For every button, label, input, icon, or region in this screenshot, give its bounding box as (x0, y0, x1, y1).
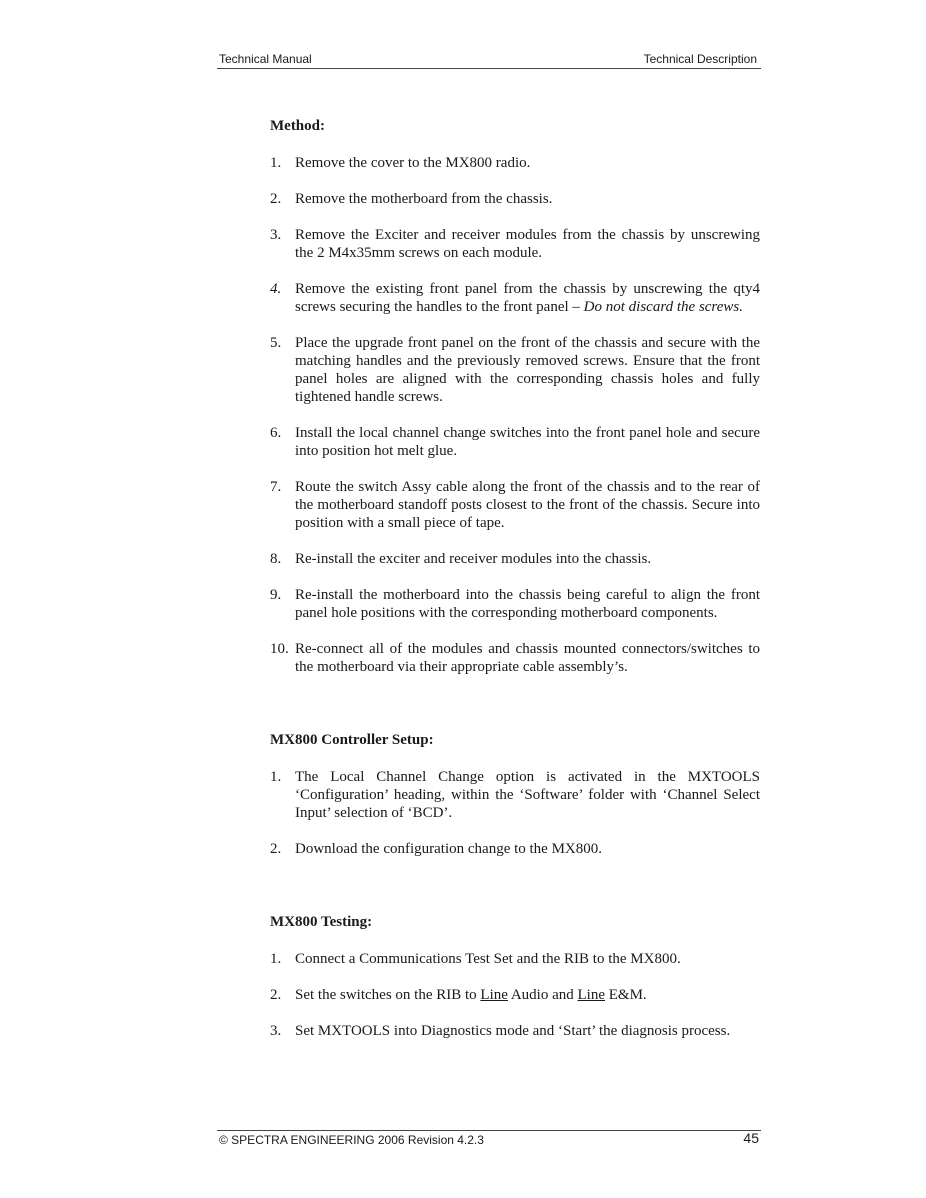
item-text: Re-install the exciter and receiver modules into the chassis. (295, 551, 652, 567)
list-item (270, 1022, 760, 1040)
page-header (217, 50, 761, 69)
item-text: Remove the existing front panel from the chassis by unscrewing the qty4 screws securing the handles to the front panel – (295, 281, 760, 315)
list-item (270, 154, 760, 172)
list-item (270, 280, 760, 316)
item-text: E&M. (605, 987, 647, 1003)
testing-heading: MX800 Testing: (270, 914, 373, 930)
item-text: The Local Channel Change option is activated in the MXTOOLS ‘Configuration’ heading, within the ‘Software’ folder with ‘Channel Select Input’ selection of ‘BCD’. (295, 769, 760, 821)
item-text: Download the configuration change to the MX800. (295, 841, 603, 857)
list-item (270, 586, 760, 622)
item-number: 8. (270, 551, 282, 567)
controller-list (270, 768, 760, 858)
list-item (270, 226, 760, 262)
item-number: 2. (270, 987, 282, 1003)
list-item (270, 424, 760, 460)
page-footer (217, 1130, 761, 1147)
item-number: 1. (270, 951, 282, 967)
list-item (270, 478, 760, 532)
item-number: 2. (270, 841, 282, 857)
item-number: 3. (270, 227, 282, 243)
item-text: Re-install the motherboard into the chassis being careful to align the front panel hole positions with the corresponding motherboard components. (295, 587, 760, 621)
item-number: 5. (270, 335, 282, 351)
item-text: Install the local channel change switches into the front panel hole and secure into position hot melt glue. (295, 425, 760, 459)
item-text: Remove the motherboard from the chassis. (295, 191, 553, 207)
item-number: 6. (270, 425, 282, 441)
list-item (270, 840, 760, 858)
item-number: 10. (270, 641, 289, 657)
testing-list (270, 950, 760, 1040)
list-item (270, 640, 760, 676)
item-text: Place the upgrade front panel on the front of the chassis and secure with the matching handles and the previously removed screws. Ensure that the front panel holes are aligned with the corresponding chassis holes and fully tightened handle screws. (295, 335, 760, 405)
item-text: Connect a Communications Test Set and the RIB to the MX800. (295, 951, 681, 967)
item-number: 9. (270, 587, 282, 603)
item-number: 1. (270, 769, 282, 785)
section-spacer (270, 876, 760, 913)
item-number: 3. (270, 1023, 282, 1039)
list-item (270, 190, 760, 208)
underlined-term: Line (480, 987, 508, 1003)
header-right-title: Technical Description (643, 52, 757, 66)
item-number: 7. (270, 479, 282, 495)
section-spacer (270, 694, 760, 731)
list-item (270, 986, 760, 1004)
page-number: 45 (743, 1130, 759, 1146)
item-text: Remove the Exciter and receiver modules from the chassis by unscrewing the 2 M4x35mm screws on each module. (295, 227, 760, 261)
item-emphasis: Do not discard the screws. (583, 299, 743, 315)
controller-setup-heading: MX800 Controller Setup: (270, 732, 434, 748)
item-text: Set the switches on the RIB to (295, 987, 481, 1003)
list-item (270, 550, 760, 568)
underlined-term: Line (577, 987, 605, 1003)
list-item (270, 768, 760, 822)
item-number: 2. (270, 191, 282, 207)
list-item (270, 950, 760, 968)
method-heading: Method: (270, 118, 325, 134)
item-number: 4. (270, 281, 282, 297)
method-list (270, 154, 760, 676)
item-text: Re-connect all of the modules and chassis mounted connectors/switches to the motherboard via their appropriate cable assembly’s. (295, 641, 760, 675)
item-text: Remove the cover to the MX800 radio. (295, 155, 531, 171)
item-text: Route the switch Assy cable along the front of the chassis and to the rear of the motherboard standoff posts closest to the front of the chassis. Secure into position with a small piece of tape. (295, 479, 760, 531)
item-text: Audio and (507, 987, 578, 1003)
footer-copyright: © SPECTRA ENGINEERING 2006 Revision 4.2.3 (219, 1133, 484, 1147)
list-item (270, 334, 760, 406)
header-left-title: Technical Manual (219, 52, 312, 66)
item-number: 1. (270, 155, 282, 171)
item-text: Set MXTOOLS into Diagnostics mode and ‘Start’ the diagnosis process. (295, 1023, 731, 1039)
document-body (270, 117, 760, 1058)
